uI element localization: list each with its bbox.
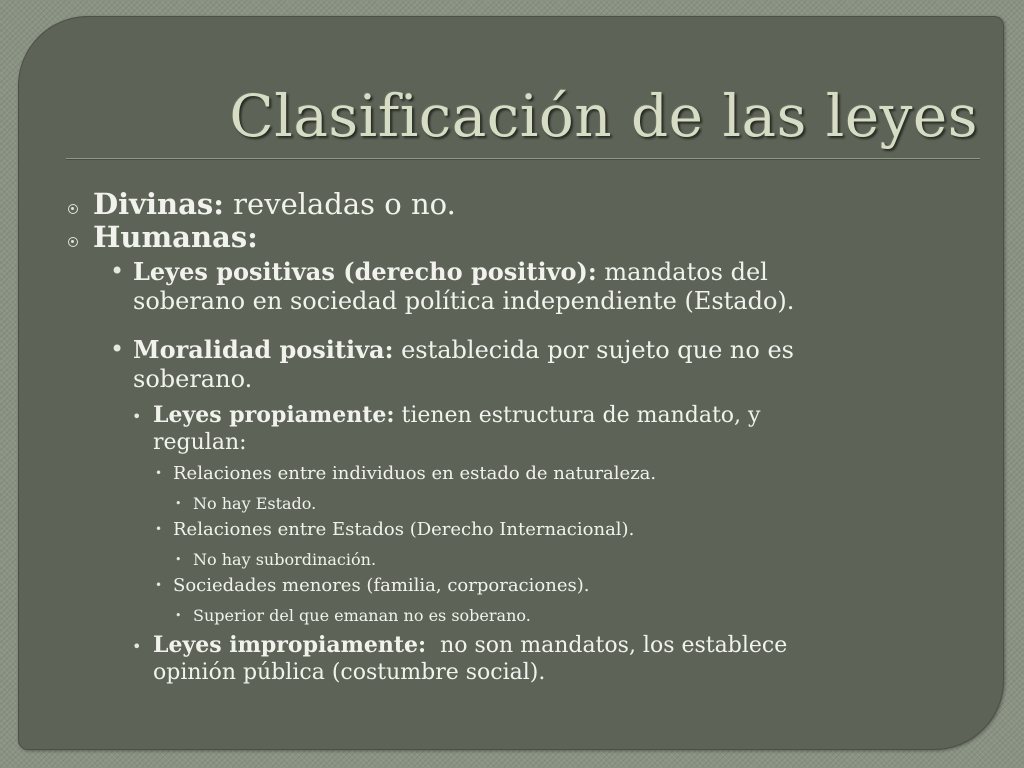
title-divider [66,158,980,159]
dot-bullet-icon: • [175,609,182,622]
bullet-divinas [93,188,456,220]
bullet-text: tienen estructura de mandato, y [394,403,761,428]
bullet-bold: Leyes impropiamente: [153,632,427,658]
bullet-bold: Divinas: [93,187,224,221]
circle-bullet-icon [68,237,78,247]
bullet-relaciones-estados: Relaciones entre Estados (Derecho Internacional). [173,519,635,540]
dot-bullet-icon: • [132,407,142,426]
bullet-no-hay-estado: No hay Estado. [193,494,317,513]
bullet-sociedades-menores: Sociedades menores (familia, corporaciones). [173,575,590,596]
bullet-leyes-propiamente [153,402,760,456]
bullet-text: establecida por sujeto que no es [393,336,794,364]
bullet-continuation: regulan: [153,430,247,455]
circle-bullet-icon [68,204,78,214]
dot-bullet-icon: • [155,578,163,592]
bullet-bold: Leyes positivas (derecho positivo): [133,257,597,286]
bullet-moralidad-positiva [133,335,794,394]
bullet-relaciones-individuos: Relaciones entre individuos en estado de naturaleza. [173,463,657,484]
bullet-bold: Humanas: [93,220,258,254]
dot-bullet-icon: • [155,466,163,480]
bullet-continuation: soberano en sociedad política independiente (Estado). [133,287,795,315]
bullet-bold: Leyes propiamente: [153,402,395,428]
slide-title: Clasificación de las leyes [229,82,978,150]
bullet-bold: Moralidad positiva: [133,335,394,364]
dot-bullet-icon: • [175,497,182,510]
bullet-text: no son mandatos, los establece [426,633,788,658]
dot-bullet-icon: • [110,335,125,363]
bullet-superior-no-soberano: Superior del que emanan no es soberano. [193,606,531,625]
dot-bullet-icon: • [132,637,142,656]
bullet-continuation: soberano. [133,365,253,393]
bullet-text: mandatos del [596,258,768,286]
bullet-text: reveladas o no. [223,187,456,221]
bullet-continuation: opinión pública (costumbre social). [153,660,546,685]
bullet-leyes-positivas [133,257,794,316]
dot-bullet-icon: • [175,553,182,566]
dot-bullet-icon: • [110,257,125,285]
bullet-no-hay-subordinacion: No hay subordinación. [193,550,377,569]
slide [18,16,1004,750]
bullet-leyes-impropiamente [153,632,787,686]
bullet-humanas [93,221,258,253]
dot-bullet-icon: • [155,522,163,536]
